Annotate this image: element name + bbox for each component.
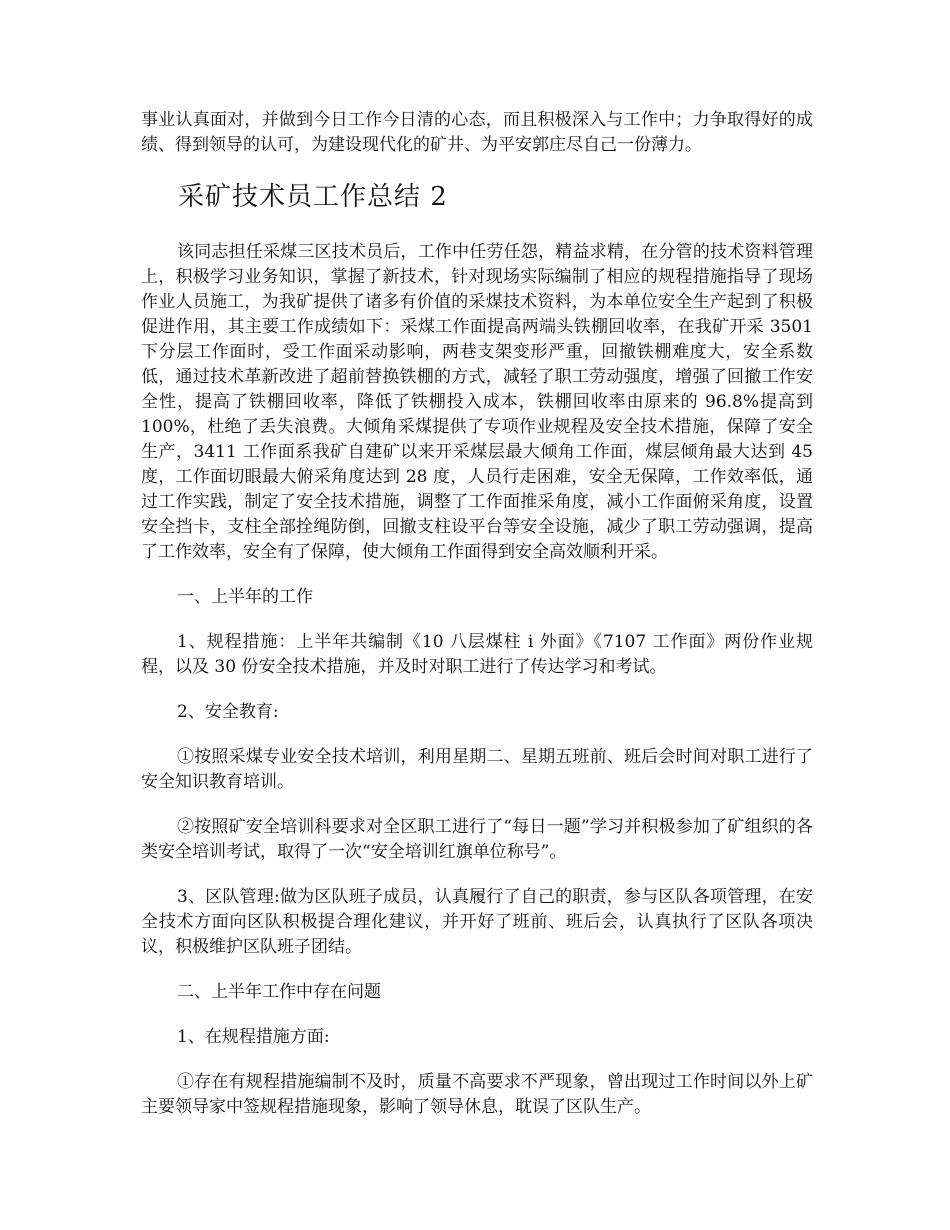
subheading-problems: 二、上半年工作中存在问题	[177, 982, 381, 1002]
document-page	[141, 108, 813, 1120]
body-paragraph: 1、在规程措施方面:	[177, 1027, 330, 1047]
body-paragraph: 3、区队管理:做为区队班子成员，认真履行了自己的职责，参与区队各项管理，在安全技术方面向区队积极提合理化建议，并开好了班前、班后会，认真执行了区队各项决议，积极维护区队班子团结。	[141, 887, 813, 957]
body-paragraph: 该同志担任采煤三区技术员后，工作中任劳任怨，精益求精，在分管的技术资料管理上，积极学习业务知识，掌握了新技术，针对现场实际编制了相应的规程措施指导了现场作业人员施工，为我矿提供了诸多有价值的采煤技术资料，为本单位安全生产起到了积极促进作用，其主要工作成绩如下：采煤工作面提高两端头铁棚回收率，在我矿开采 3501 下分层工作面时，受工作面采动影响，两巷支架变形严重，回撤铁棚难度大，安全系数低，通过技术革新改进了超前替换铁棚的方式，减轻了职工劳动强度，增强了回撤工作安全性，提高了铁棚回收率，降低了铁棚投入成本，铁棚回收率由原来的 96.8%提高到 100%，杜绝了丢失浪费。大倾角采煤提供了专项作业规程及安全技术措施，保障了安全生产，3411 工作面系我矿自建矿以来开采煤层最大倾角工作面，煤层倾角最大达到 45 度，工作面切眼最大俯采角度达到 28 度，人员行走困难，安全无保障，工作效率低，通过工作实践，制定了安全技术措施，调整了工作面推采角度，减小工作面俯采角度，设置安全挡卡，支柱全部拴绳防倒，回撤支柱设平台等安全设施，减少了职工劳动强调，提高了工作效率，安全有了保障，使大倾角工作面得到安全高效顺利开采。	[141, 242, 813, 562]
body-paragraph: 1、规程措施：上半年共编制《10 八层煤柱 i 外面》《7107 工作面》两份作业规程，以及 30 份安全技术措施，并及时对职工进行了传达学习和考试。	[141, 632, 813, 677]
body-paragraph: ①按照采煤专业安全技术培训，利用星期二、星期五班前、班后会时间对职工进行了安全知识教育培训。	[141, 747, 813, 792]
body-paragraph: 2、安全教育:	[177, 702, 279, 722]
subheading-first-half-work: 一、上半年的工作	[177, 587, 313, 607]
body-paragraph: ①存在有规程措施编制不及时，质量不高要求不严现象，曾出现过工作时间以外上矿主要领导家中签规程措施现象，影响了领导休息，耽误了区队生产。	[141, 1072, 813, 1117]
body-paragraph: ②按照矿安全培训科要求对全区职工进行了“每日一题”学习并积极参加了矿组织的各类安全培训考试，取得了一次“安全培训红旗单位称号”。	[141, 817, 813, 862]
section-title: 采矿技术员工作总结 2	[178, 182, 448, 212]
intro-paragraph: 事业认真面对，并做到今日工作今日清的心态，而且积极深入与工作中；力争取得好的成绩、得到领导的认可，为建设现代化的矿井、为平安郭庄尽自己一份薄力。	[141, 110, 813, 155]
